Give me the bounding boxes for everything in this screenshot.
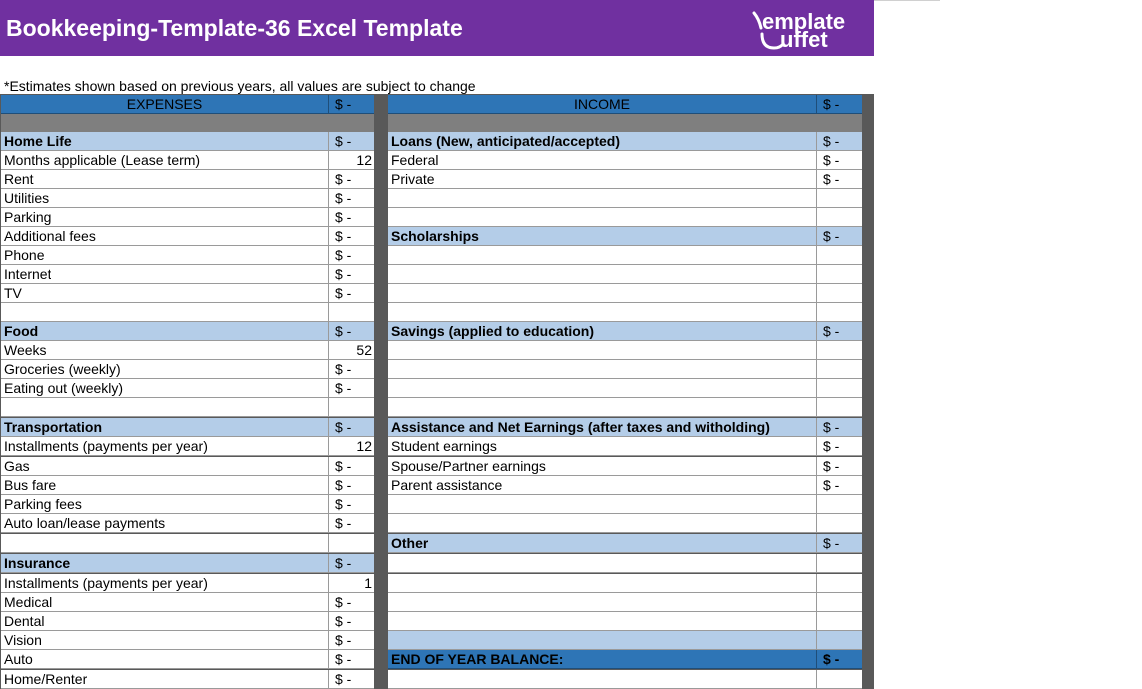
expense-row[interactable]: Parking $ - <box>1 208 374 227</box>
expense-row[interactable]: Internet $ - <box>1 265 374 284</box>
balance-value: $ - <box>816 650 862 668</box>
logo-line-2: uffet <box>780 27 828 50</box>
empty-row[interactable] <box>1 534 374 553</box>
empty-row[interactable] <box>388 360 862 379</box>
income-total: $ - <box>816 95 862 113</box>
empty-row[interactable] <box>388 398 862 417</box>
expense-row[interactable]: Installments (payments per year) 1 <box>1 574 374 593</box>
income-title: INCOME <box>574 96 630 112</box>
expenses-title: EXPENSES <box>126 96 203 112</box>
expense-row[interactable]: Rent $ - <box>1 170 374 189</box>
empty-row[interactable] <box>388 265 862 284</box>
section-transportation[interactable]: Transportation $ - <box>1 418 374 437</box>
expense-row[interactable]: Months applicable (Lease term) 12 <box>1 151 374 170</box>
income-row[interactable]: Spouse/Partner earnings $ - <box>388 457 862 476</box>
expense-row[interactable]: Weeks 52 <box>1 341 374 360</box>
expense-row[interactable]: Dental $ - <box>1 612 374 631</box>
estimate-note: *Estimates shown based on previous years, all values are subject to change <box>4 78 476 94</box>
section-assistance[interactable]: Assistance and Net Earnings (after taxes and witholding) $ - <box>388 418 862 437</box>
empty-row[interactable] <box>388 303 862 322</box>
expense-row[interactable]: Gas $ - <box>1 457 374 476</box>
expense-row[interactable]: Home/Renter $ - <box>1 670 374 689</box>
section-home-life[interactable]: Home Life $ - <box>1 132 374 151</box>
expense-row[interactable]: Installments (payments per year) 12 <box>1 437 374 456</box>
logo-line-1: emplate <box>762 9 846 34</box>
expense-row[interactable]: Auto $ - <box>1 650 374 669</box>
empty-row[interactable] <box>1 398 374 417</box>
expense-row[interactable]: Eating out (weekly) $ - <box>1 379 374 398</box>
section-food[interactable]: Food $ - <box>1 322 374 341</box>
expense-row[interactable]: Additional fees $ - <box>1 227 374 246</box>
empty-row[interactable] <box>388 341 862 360</box>
gridline <box>874 0 940 1</box>
section-scholarships[interactable]: Scholarships $ - <box>388 227 862 246</box>
empty-row[interactable] <box>388 246 862 265</box>
income-row[interactable]: Federal $ - <box>388 151 862 170</box>
balance-label: END OF YEAR BALANCE: <box>391 651 564 667</box>
empty-row[interactable] <box>388 208 862 227</box>
expense-row[interactable]: Vision $ - <box>1 631 374 650</box>
empty-row[interactable] <box>388 574 862 593</box>
empty-row[interactable] <box>388 514 862 533</box>
empty-row[interactable] <box>388 379 862 398</box>
blank-blue-row[interactable] <box>388 631 862 650</box>
title-banner <box>0 0 874 56</box>
section-loans[interactable]: Loans (New, anticipated/accepted) $ - <box>388 132 862 151</box>
empty-row[interactable] <box>388 189 862 208</box>
section-savings[interactable]: Savings (applied to education) $ - <box>388 322 862 341</box>
spacer-row <box>1 114 374 132</box>
empty-row[interactable] <box>388 495 862 514</box>
income-row[interactable]: Parent assistance $ - <box>388 476 862 495</box>
spreadsheet-area <box>0 94 874 689</box>
empty-row[interactable] <box>388 670 862 689</box>
expense-row[interactable]: Bus fare $ - <box>1 476 374 495</box>
empty-row[interactable] <box>388 593 862 612</box>
end-of-year-balance-row[interactable] <box>388 650 862 669</box>
expense-row[interactable]: Parking fees $ - <box>1 495 374 514</box>
expense-row[interactable]: Utilities $ - <box>1 189 374 208</box>
expense-row[interactable]: Medical $ - <box>1 593 374 612</box>
expense-row[interactable]: Groceries (weekly) $ - <box>1 360 374 379</box>
empty-row[interactable] <box>388 284 862 303</box>
section-insurance[interactable]: Insurance $ - <box>1 554 374 573</box>
income-row[interactable]: Private $ - <box>388 170 862 189</box>
expense-row[interactable]: Auto loan/lease payments $ - <box>1 514 374 533</box>
expense-row[interactable]: TV $ - <box>1 284 374 303</box>
page-title: Bookkeeping-Template-36 Excel Template <box>6 15 463 41</box>
empty-row[interactable] <box>388 554 862 573</box>
income-row[interactable]: Student earnings $ - <box>388 437 862 456</box>
empty-row[interactable] <box>388 612 862 631</box>
spacer-row <box>388 114 862 132</box>
section-other[interactable]: Other $ - <box>388 534 862 553</box>
template-buffet-logo <box>750 8 868 50</box>
empty-row[interactable] <box>1 303 374 322</box>
expenses-total: $ - <box>328 95 374 113</box>
expenses-header[interactable] <box>1 95 374 114</box>
expense-row[interactable]: Phone $ - <box>1 246 374 265</box>
income-header[interactable] <box>388 95 862 114</box>
